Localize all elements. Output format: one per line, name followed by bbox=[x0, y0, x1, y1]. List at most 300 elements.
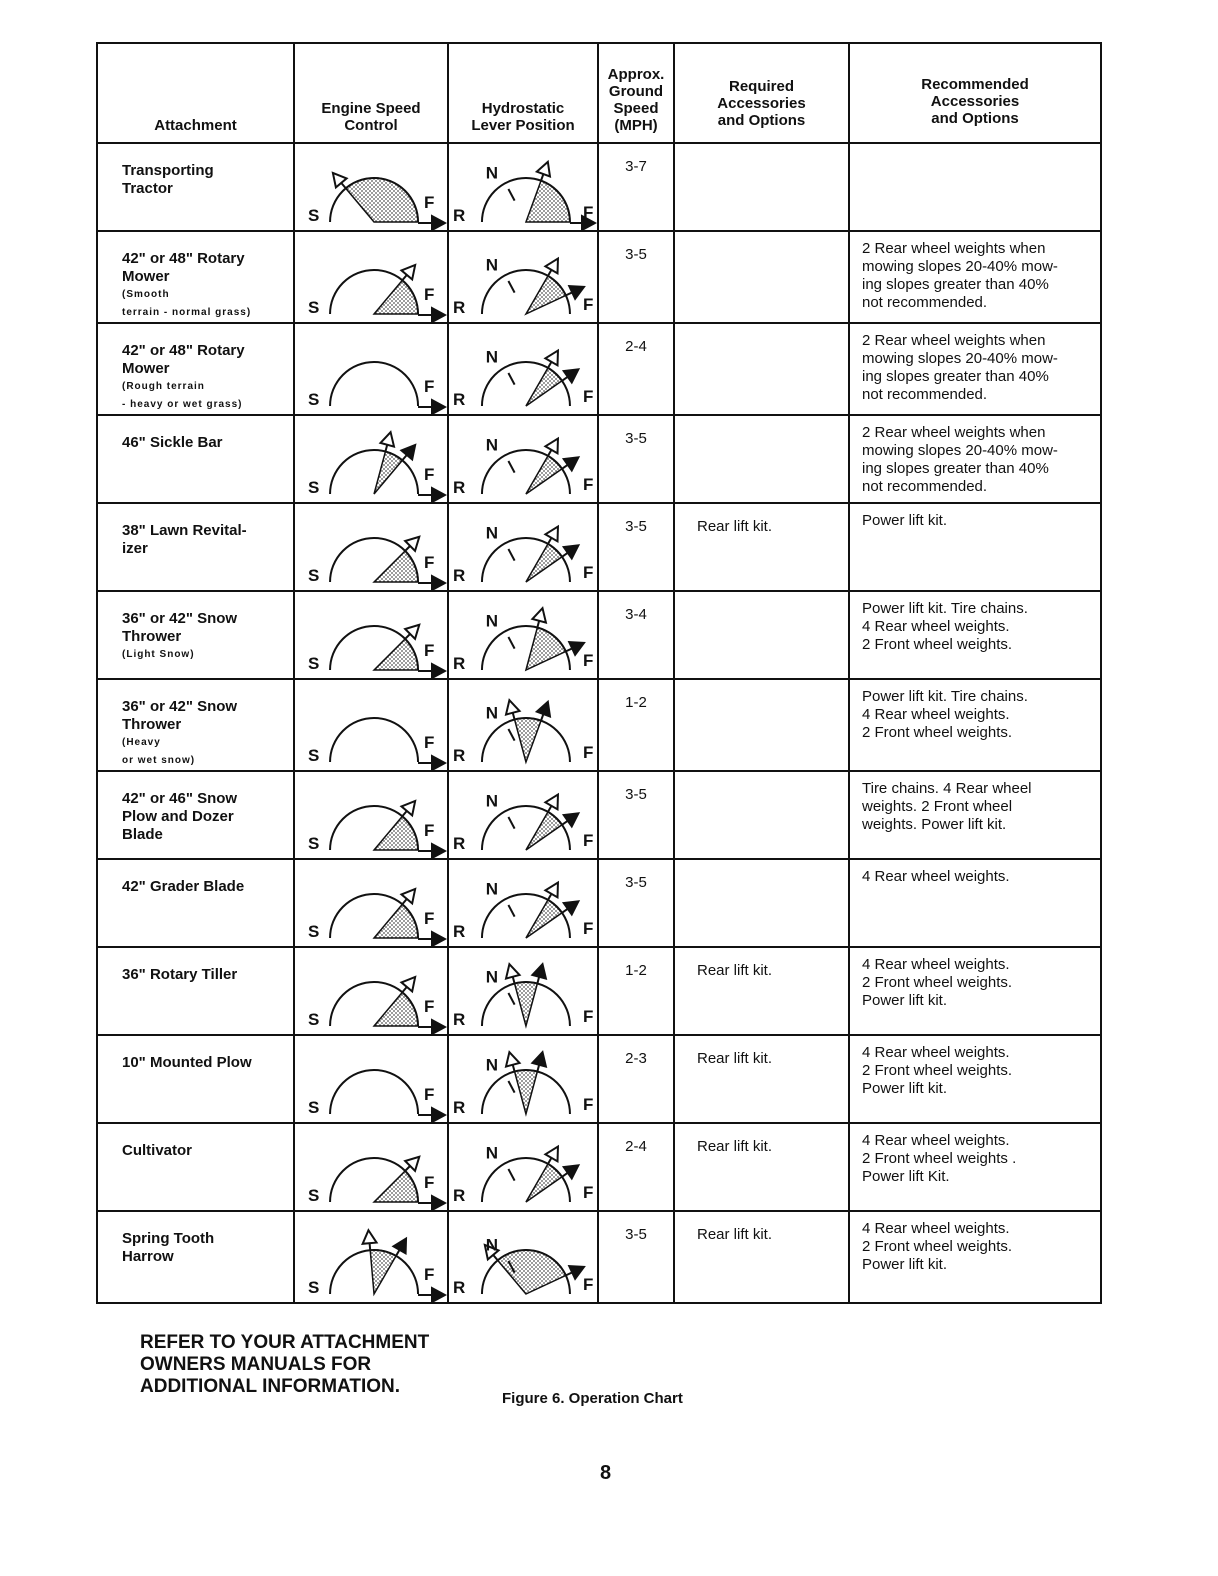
required-accessories: Rear lift kit. bbox=[674, 1035, 849, 1123]
slow-label: S bbox=[308, 206, 320, 225]
recommended-line: 2 Front wheel weights . bbox=[862, 1150, 1017, 1167]
gauge-arc bbox=[330, 718, 418, 762]
right-marker-icon bbox=[432, 1108, 445, 1122]
ground-speed: 3-5 bbox=[598, 415, 674, 503]
attachment-name-line: izer bbox=[122, 540, 148, 557]
neutral-tick bbox=[508, 549, 514, 561]
setting-range-wedge bbox=[374, 992, 418, 1026]
attachment-name bbox=[97, 503, 294, 591]
attachment-name bbox=[97, 771, 294, 859]
setting-range-wedge bbox=[374, 639, 418, 670]
right-marker-icon bbox=[432, 844, 445, 858]
attachment-name-line: Thrower bbox=[122, 628, 182, 645]
attachment-name bbox=[97, 323, 294, 415]
fast-label: F bbox=[424, 553, 435, 572]
attachment-name bbox=[97, 143, 294, 231]
fast-label: F bbox=[424, 1265, 435, 1284]
high-pointer-icon bbox=[569, 1266, 584, 1279]
low-pointer-icon bbox=[401, 265, 415, 279]
required-accessories: Rear lift kit. bbox=[674, 947, 849, 1035]
table-row bbox=[97, 503, 1101, 591]
slow-label: S bbox=[308, 478, 320, 497]
recommended-line: 4 Rear wheel weights. bbox=[862, 618, 1010, 635]
ground-speed: 3-5 bbox=[598, 859, 674, 947]
hydrostatic-lever-gauge bbox=[448, 323, 598, 415]
attachment-name-line: Blade bbox=[122, 826, 163, 843]
recommended-line: 2 Rear wheel weights when bbox=[862, 240, 1046, 257]
required-accessories bbox=[674, 859, 849, 947]
recommended-accessories bbox=[849, 859, 1101, 947]
header-attachment: Attachment bbox=[97, 43, 294, 143]
low-pointer-icon bbox=[506, 1052, 520, 1066]
recommended-accessories bbox=[849, 947, 1101, 1035]
recommended-line: ing slopes greater than 40% bbox=[862, 276, 1049, 293]
setting-range-wedge bbox=[515, 718, 541, 762]
right-marker-icon bbox=[432, 932, 445, 946]
neutral-tick bbox=[508, 461, 514, 473]
low-pointer-icon bbox=[506, 964, 520, 978]
recommended-line: 4 Rear wheel weights. bbox=[862, 1044, 1010, 1061]
reverse-label: R bbox=[453, 1278, 466, 1297]
attachment-name-line: Spring Tooth bbox=[122, 1230, 215, 1247]
engine-speed-gauge bbox=[294, 679, 448, 771]
gauge-arc bbox=[330, 362, 418, 406]
recommended-line: Power lift Kit. bbox=[862, 1168, 950, 1185]
neutral-label: N bbox=[485, 523, 499, 543]
setting-range-wedge bbox=[515, 1070, 538, 1114]
attachment-condition: terrain - normal grass) bbox=[122, 307, 252, 318]
neutral-label: N bbox=[485, 1143, 499, 1163]
attachment-condition: (Rough terrain bbox=[122, 381, 205, 392]
neutral-tick bbox=[508, 373, 514, 385]
low-pointer-icon bbox=[333, 173, 347, 187]
attachment-name bbox=[97, 859, 294, 947]
forward-label: F bbox=[583, 475, 594, 494]
neutral-label: N bbox=[485, 791, 499, 811]
required-accessories bbox=[674, 415, 849, 503]
high-pointer-icon bbox=[537, 702, 550, 717]
recommended-line: not recommended. bbox=[862, 294, 988, 311]
neutral-label: N bbox=[485, 255, 499, 275]
forward-label: F bbox=[583, 203, 594, 222]
high-pointer-icon bbox=[401, 445, 415, 459]
required-accessories bbox=[674, 591, 849, 679]
attachment-name bbox=[97, 947, 294, 1035]
ground-speed: 3-5 bbox=[598, 771, 674, 859]
fast-label: F bbox=[424, 377, 435, 396]
forward-label: F bbox=[583, 651, 594, 670]
required-accessories: Rear lift kit. bbox=[674, 503, 849, 591]
fast-label: F bbox=[424, 285, 435, 304]
attachment-name-line: 42" or 46" Snow bbox=[122, 790, 238, 807]
header-row bbox=[97, 43, 1101, 143]
recommended-accessories bbox=[849, 1211, 1101, 1303]
recommended-line: 4 Rear wheel weights. bbox=[862, 868, 1010, 885]
recommended-line: 4 Rear wheel weights. bbox=[862, 706, 1010, 723]
table-row bbox=[97, 591, 1101, 679]
right-marker-icon bbox=[432, 1020, 445, 1034]
recommended-accessories bbox=[849, 679, 1101, 771]
neutral-label: N bbox=[485, 163, 499, 183]
engine-speed-gauge bbox=[294, 415, 448, 503]
neutral-tick bbox=[508, 189, 514, 201]
recommended-line: Power lift kit. bbox=[862, 512, 948, 529]
attachment-name-line: Mower bbox=[122, 360, 170, 377]
required-accessories bbox=[674, 679, 849, 771]
recommended-line: ing slopes greater than 40% bbox=[862, 368, 1049, 385]
slow-label: S bbox=[308, 390, 320, 409]
fast-label: F bbox=[424, 1173, 435, 1192]
gauge-arc bbox=[330, 1070, 418, 1114]
attachment-name-line: Tractor bbox=[122, 180, 173, 197]
neutral-label: N bbox=[485, 611, 499, 631]
header-engine-speed: Engine Speed Control bbox=[294, 43, 448, 143]
setting-range-wedge bbox=[374, 280, 418, 314]
attachment-name-line: Thrower bbox=[122, 716, 182, 733]
right-marker-icon bbox=[432, 400, 445, 414]
recommended-line: Power lift kit. Tire chains. bbox=[862, 688, 1028, 705]
attachment-condition: (Heavy bbox=[122, 737, 161, 748]
fast-label: F bbox=[424, 733, 435, 752]
high-pointer-icon bbox=[564, 545, 579, 558]
recommended-line: mowing slopes 20-40% mow- bbox=[862, 258, 1058, 275]
table-row bbox=[97, 1211, 1101, 1303]
table-row bbox=[97, 1123, 1101, 1211]
slow-label: S bbox=[308, 922, 320, 941]
low-pointer-icon bbox=[363, 1230, 377, 1244]
right-marker-icon bbox=[432, 1196, 445, 1210]
table-row bbox=[97, 859, 1101, 947]
ground-speed: 3-7 bbox=[598, 143, 674, 231]
recommended-line: mowing slopes 20-40% mow- bbox=[862, 350, 1058, 367]
forward-label: F bbox=[583, 387, 594, 406]
ground-speed: 2-3 bbox=[598, 1035, 674, 1123]
recommended-accessories bbox=[849, 591, 1101, 679]
attachment-name bbox=[97, 591, 294, 679]
slow-label: S bbox=[308, 1186, 320, 1205]
recommended-line: not recommended. bbox=[862, 386, 988, 403]
neutral-label: N bbox=[485, 879, 499, 899]
low-pointer-icon bbox=[401, 977, 415, 991]
attachment-name-line: 36" or 42" Snow bbox=[122, 698, 238, 715]
hydrostatic-lever-gauge bbox=[448, 231, 598, 323]
right-marker-icon bbox=[432, 756, 445, 770]
engine-speed-gauge bbox=[294, 771, 448, 859]
neutral-tick bbox=[508, 1081, 514, 1093]
recommended-line: 2 Front wheel weights. bbox=[862, 974, 1013, 991]
figure-caption: Figure 6. Operation Chart bbox=[502, 1390, 683, 1407]
ground-speed: 3-4 bbox=[598, 591, 674, 679]
attachment-name bbox=[97, 231, 294, 323]
reverse-label: R bbox=[453, 834, 466, 853]
forward-label: F bbox=[583, 1095, 594, 1114]
recommended-line: weights. 2 Front wheel bbox=[862, 798, 1013, 815]
neutral-label: N bbox=[485, 967, 499, 987]
attachment-name-line: 10" Mounted Plow bbox=[122, 1054, 252, 1071]
setting-range-wedge bbox=[374, 904, 418, 938]
attachment-name-line: Cultivator bbox=[122, 1142, 193, 1159]
recommended-line: not recommended. bbox=[862, 478, 988, 495]
engine-speed-gauge bbox=[294, 143, 448, 231]
low-pointer-icon bbox=[401, 801, 415, 815]
reverse-label: R bbox=[453, 390, 466, 409]
table-row bbox=[97, 323, 1101, 415]
setting-range-wedge bbox=[498, 1250, 566, 1294]
setting-range-wedge bbox=[515, 982, 538, 1026]
neutral-label: N bbox=[485, 435, 499, 455]
right-marker-icon bbox=[432, 308, 445, 322]
forward-label: F bbox=[583, 919, 594, 938]
slow-label: S bbox=[308, 1278, 320, 1297]
header-hydrostatic: Hydrostatic Lever Position bbox=[448, 43, 598, 143]
high-pointer-icon bbox=[569, 286, 584, 299]
recommended-accessories bbox=[849, 231, 1101, 323]
recommended-line: Power lift kit. bbox=[862, 1256, 948, 1273]
setting-range-wedge bbox=[374, 551, 418, 582]
recommended-accessories bbox=[849, 1035, 1101, 1123]
ground-speed: 1-2 bbox=[598, 947, 674, 1035]
low-pointer-icon bbox=[537, 162, 550, 177]
hydrostatic-lever-gauge bbox=[448, 503, 598, 591]
recommended-line: Power lift kit. bbox=[862, 992, 948, 1009]
ground-speed: 2-4 bbox=[598, 323, 674, 415]
recommended-line: Tire chains. 4 Rear wheel bbox=[862, 780, 1032, 797]
right-marker-icon bbox=[432, 664, 445, 678]
header-required: Required Accessories and Options bbox=[674, 43, 849, 143]
forward-label: F bbox=[583, 1007, 594, 1026]
forward-label: F bbox=[583, 295, 594, 314]
slow-label: S bbox=[308, 834, 320, 853]
table-row bbox=[97, 679, 1101, 771]
slow-label: S bbox=[308, 654, 320, 673]
setting-range-wedge bbox=[346, 178, 418, 222]
recommended-line: 2 Front wheel weights. bbox=[862, 1238, 1013, 1255]
right-marker-icon bbox=[432, 576, 445, 590]
operation-chart-table bbox=[96, 42, 1102, 1304]
hydrostatic-lever-gauge bbox=[448, 947, 598, 1035]
reverse-label: R bbox=[453, 922, 466, 941]
recommended-line: weights. Power lift kit. bbox=[862, 816, 1007, 833]
reverse-label: R bbox=[453, 654, 466, 673]
recommended-accessories bbox=[849, 143, 1101, 231]
hydrostatic-lever-gauge bbox=[448, 143, 598, 231]
hydrostatic-lever-gauge bbox=[448, 1123, 598, 1211]
fast-label: F bbox=[424, 465, 435, 484]
right-marker-icon bbox=[432, 216, 445, 230]
attachment-name-line: Transporting bbox=[122, 162, 214, 179]
recommended-accessories bbox=[849, 771, 1101, 859]
low-pointer-icon bbox=[401, 889, 415, 903]
reverse-label: R bbox=[453, 298, 466, 317]
neutral-label: N bbox=[485, 347, 499, 367]
table-row bbox=[97, 947, 1101, 1035]
table-row bbox=[97, 143, 1101, 231]
setting-range-wedge bbox=[370, 1250, 396, 1294]
required-accessories bbox=[674, 143, 849, 231]
high-pointer-icon bbox=[564, 813, 579, 826]
neutral-tick bbox=[508, 637, 514, 649]
fast-label: F bbox=[424, 641, 435, 660]
engine-speed-gauge bbox=[294, 1211, 448, 1303]
attachment-name-line: 42" Grader Blade bbox=[122, 878, 245, 895]
attachment-name-line: Harrow bbox=[122, 1248, 174, 1265]
setting-range-wedge bbox=[374, 1171, 418, 1202]
table-row bbox=[97, 771, 1101, 859]
table-row bbox=[97, 1035, 1101, 1123]
required-accessories bbox=[674, 323, 849, 415]
attachment-name-line: Mower bbox=[122, 268, 170, 285]
header-ground-speed: Approx. Ground Speed (MPH) bbox=[598, 43, 674, 143]
neutral-label: N bbox=[485, 1235, 499, 1255]
recommended-accessories bbox=[849, 1123, 1101, 1211]
required-accessories: Rear lift kit. bbox=[674, 1211, 849, 1303]
reverse-label: R bbox=[453, 566, 466, 585]
fast-label: F bbox=[424, 821, 435, 840]
engine-speed-gauge bbox=[294, 503, 448, 591]
high-pointer-icon bbox=[564, 369, 579, 382]
attachment-name bbox=[97, 1123, 294, 1211]
attachment-name bbox=[97, 1211, 294, 1303]
attachment-condition: or wet snow) bbox=[122, 755, 196, 766]
attachment-name-line: Plow and Dozer bbox=[122, 808, 234, 825]
neutral-label: N bbox=[485, 1055, 499, 1075]
setting-range-wedge bbox=[526, 276, 566, 314]
forward-label: F bbox=[583, 1183, 594, 1202]
slow-label: S bbox=[308, 566, 320, 585]
slow-label: S bbox=[308, 1098, 320, 1117]
forward-label: F bbox=[583, 563, 594, 582]
engine-speed-gauge bbox=[294, 323, 448, 415]
neutral-tick bbox=[508, 817, 514, 829]
reverse-label: R bbox=[453, 478, 466, 497]
attachment-condition: (Light Snow) bbox=[122, 649, 195, 660]
hydrostatic-lever-gauge bbox=[448, 415, 598, 503]
hydrostatic-lever-gauge bbox=[448, 1211, 598, 1303]
page-number: 8 bbox=[600, 1462, 612, 1484]
footer-note: REFER TO YOUR ATTACHMENT OWNERS MANUALS FOR ADDITIONAL INFORMATION. bbox=[140, 1332, 430, 1397]
attachment-condition: (Smooth bbox=[122, 289, 170, 300]
recommended-line: 2 Rear wheel weights when bbox=[862, 424, 1046, 441]
reverse-label: R bbox=[453, 1010, 466, 1029]
required-accessories: Rear lift kit. bbox=[674, 1123, 849, 1211]
neutral-tick bbox=[508, 993, 514, 1005]
high-pointer-icon bbox=[569, 642, 584, 655]
neutral-tick bbox=[508, 905, 514, 917]
recommended-line: 2 Front wheel weights. bbox=[862, 636, 1013, 653]
forward-label: F bbox=[583, 831, 594, 850]
engine-speed-gauge bbox=[294, 859, 448, 947]
engine-speed-gauge bbox=[294, 591, 448, 679]
required-accessories bbox=[674, 771, 849, 859]
hydrostatic-lever-gauge bbox=[448, 679, 598, 771]
high-pointer-icon bbox=[532, 1052, 546, 1066]
high-pointer-icon bbox=[564, 457, 579, 470]
ground-speed: 1-2 bbox=[598, 679, 674, 771]
attachment-name bbox=[97, 1035, 294, 1123]
recommended-line: mowing slopes 20-40% mow- bbox=[862, 442, 1058, 459]
reverse-label: R bbox=[453, 206, 466, 225]
attachment-condition: - heavy or wet grass) bbox=[122, 399, 243, 410]
engine-speed-gauge bbox=[294, 231, 448, 323]
attachment-name bbox=[97, 679, 294, 771]
neutral-tick bbox=[508, 281, 514, 293]
engine-speed-gauge bbox=[294, 947, 448, 1035]
low-pointer-icon bbox=[506, 700, 520, 714]
neutral-tick bbox=[508, 729, 514, 741]
attachment-name-line: 46" Sickle Bar bbox=[122, 434, 223, 451]
fast-label: F bbox=[424, 909, 435, 928]
recommended-accessories bbox=[849, 323, 1101, 415]
fast-label: F bbox=[424, 997, 435, 1016]
hydrostatic-lever-gauge bbox=[448, 591, 598, 679]
neutral-label: N bbox=[485, 703, 499, 723]
table-row bbox=[97, 415, 1101, 503]
fast-label: F bbox=[424, 1085, 435, 1104]
recommended-line: 2 Rear wheel weights when bbox=[862, 332, 1046, 349]
slow-label: S bbox=[308, 298, 320, 317]
low-pointer-icon bbox=[380, 432, 394, 446]
forward-label: F bbox=[583, 1275, 594, 1294]
setting-range-wedge bbox=[526, 181, 570, 222]
reverse-label: R bbox=[453, 746, 466, 765]
right-marker-icon bbox=[432, 488, 445, 502]
ground-speed: 3-5 bbox=[598, 503, 674, 591]
ground-speed: 3-5 bbox=[598, 231, 674, 323]
engine-speed-gauge bbox=[294, 1035, 448, 1123]
attachment-name-line: 38" Lawn Revital- bbox=[122, 522, 247, 539]
reverse-label: R bbox=[453, 1098, 466, 1117]
recommended-line: 4 Rear wheel weights. bbox=[862, 956, 1010, 973]
recommended-line: 2 Front wheel weights. bbox=[862, 724, 1013, 741]
header-recommended: Recommended Accessories and Options bbox=[849, 43, 1101, 143]
high-pointer-icon bbox=[564, 1165, 579, 1178]
engine-speed-gauge bbox=[294, 1123, 448, 1211]
hydrostatic-lever-gauge bbox=[448, 859, 598, 947]
attachment-name bbox=[97, 415, 294, 503]
required-accessories bbox=[674, 231, 849, 323]
attachment-name-line: 42" or 48" Rotary bbox=[122, 342, 245, 359]
table-row bbox=[97, 231, 1101, 323]
recommended-line: Power lift kit. Tire chains. bbox=[862, 600, 1028, 617]
attachment-name-line: 42" or 48" Rotary bbox=[122, 250, 245, 267]
slow-label: S bbox=[308, 1010, 320, 1029]
recommended-line: Power lift kit. bbox=[862, 1080, 948, 1097]
recommended-line: 2 Front wheel weights. bbox=[862, 1062, 1013, 1079]
recommended-line: 4 Rear wheel weights. bbox=[862, 1220, 1010, 1237]
fast-label: F bbox=[424, 193, 435, 212]
recommended-accessories bbox=[849, 503, 1101, 591]
attachment-name-line: 36" Rotary Tiller bbox=[122, 966, 238, 983]
slow-label: S bbox=[308, 746, 320, 765]
high-pointer-icon bbox=[564, 901, 579, 914]
hydrostatic-lever-gauge bbox=[448, 1035, 598, 1123]
setting-range-wedge bbox=[526, 627, 566, 670]
low-pointer-icon bbox=[532, 608, 546, 622]
neutral-tick bbox=[508, 1169, 514, 1181]
reverse-label: R bbox=[453, 1186, 466, 1205]
recommended-accessories bbox=[849, 415, 1101, 503]
recommended-line: ing slopes greater than 40% bbox=[862, 460, 1049, 477]
forward-label: F bbox=[583, 743, 594, 762]
recommended-line: 4 Rear wheel weights. bbox=[862, 1132, 1010, 1149]
setting-range-wedge bbox=[374, 816, 418, 850]
ground-speed: 3-5 bbox=[598, 1211, 674, 1303]
high-pointer-icon bbox=[532, 964, 546, 978]
hydrostatic-lever-gauge bbox=[448, 771, 598, 859]
attachment-name-line: 36" or 42" Snow bbox=[122, 610, 238, 627]
right-marker-icon bbox=[432, 1288, 445, 1302]
ground-speed: 2-4 bbox=[598, 1123, 674, 1211]
